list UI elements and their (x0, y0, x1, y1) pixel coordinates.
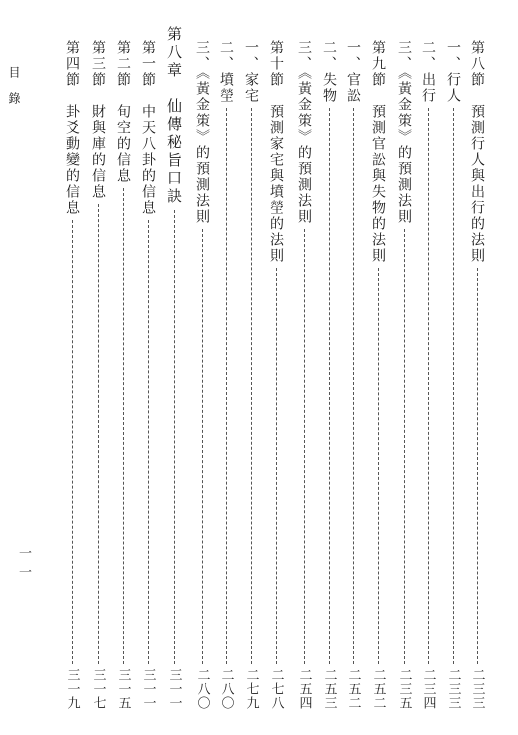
dot-leader (329, 108, 330, 664)
toc-entry (346, 40, 360, 710)
toc-entry-title: 一、家宅 (243, 40, 259, 104)
toc-entry-title: 第三節 財與庫的信息 (90, 40, 106, 200)
toc-page-number: 二八〇 (218, 668, 234, 710)
toc-entry (244, 40, 258, 710)
toc-page-number: 二五二 (370, 668, 386, 710)
dot-leader (72, 220, 73, 664)
dot-leader (202, 229, 203, 664)
toc-entry-title: 二、出行 (420, 40, 436, 104)
toc-entry (269, 40, 283, 710)
toc-entry (446, 40, 460, 710)
toc-page-number: 二五四 (296, 668, 312, 710)
toc-page-number: 二三三 (469, 668, 485, 710)
dot-leader (378, 268, 379, 664)
toc-entry-title: 三、《黃金策》的預測法則 (296, 40, 312, 225)
dot-leader (123, 188, 124, 664)
dot-leader (174, 210, 175, 664)
toc-entry-title: 三、《黃金策》的預測法則 (194, 40, 210, 225)
toc-entry (297, 40, 311, 710)
toc-page-number: 二八〇 (194, 668, 210, 710)
toc-page-number: 三一九 (64, 668, 80, 710)
dot-leader (251, 108, 252, 664)
toc-page-number: 二三三 (445, 668, 461, 710)
toc-page-number: 三一一 (166, 668, 182, 710)
dot-leader (148, 220, 149, 664)
dot-leader (304, 229, 305, 664)
toc-page-number: 二三五 (396, 668, 412, 710)
toc-entry (116, 40, 130, 710)
toc-entry-title: 第八節 預測行人與出行的法則 (469, 40, 485, 264)
toc-page-number: 二五二 (345, 668, 361, 710)
dot-leader (276, 268, 277, 664)
toc-entry-title: 第二節 旬空的信息 (115, 40, 131, 184)
toc-entry-title: 第九節 預測官訟與失物的法則 (370, 40, 386, 264)
dot-leader (428, 108, 429, 664)
dot-leader (226, 108, 227, 664)
toc-entry (195, 40, 209, 710)
toc-entry-title: 第四節 卦爻動變的信息 (64, 40, 80, 216)
toc-entry-title: 一、行人 (445, 40, 461, 104)
toc-entry-title: 二、墳塋 (218, 40, 234, 104)
toc-chapter-title: 第八章 仙傳秘旨口訣 (165, 26, 183, 206)
toc-entry (322, 40, 336, 710)
toc-page-number: 三一七 (90, 668, 106, 710)
toc-entry (371, 40, 385, 710)
toc-page-number: 二三四 (420, 668, 436, 710)
toc-chapter-entry (167, 26, 181, 710)
dot-leader (404, 229, 405, 664)
dot-leader (98, 204, 99, 664)
toc-entry (397, 40, 411, 710)
toc-entry (141, 40, 155, 710)
toc-page-number: 三一五 (115, 668, 131, 710)
toc-entry-title: 二、失物 (321, 40, 337, 104)
toc-page-number: 二五三 (321, 668, 337, 710)
toc-entry (470, 40, 484, 710)
dot-leader (353, 108, 354, 664)
toc-entry-title: 第一節 中天八卦的信息 (140, 40, 156, 216)
page-folio: 一一 (16, 546, 31, 584)
toc-entry-title: 一、官訟 (345, 40, 361, 104)
toc-page-number: 三一一 (140, 668, 156, 710)
dot-leader (453, 108, 454, 664)
toc-entry-title: 三、《黃金策》的預測法則 (396, 40, 412, 225)
dot-leader (477, 268, 478, 664)
toc-page-number: 二七八 (268, 668, 284, 710)
toc-entry (421, 40, 435, 710)
toc-page-number: 二七九 (243, 668, 259, 710)
running-header: 目錄 (7, 66, 21, 118)
toc-entry (219, 40, 233, 710)
toc-entry (91, 40, 105, 710)
toc-entry-title: 第十節 預測家宅與墳塋的法則 (268, 40, 284, 264)
toc-entry (65, 40, 79, 710)
